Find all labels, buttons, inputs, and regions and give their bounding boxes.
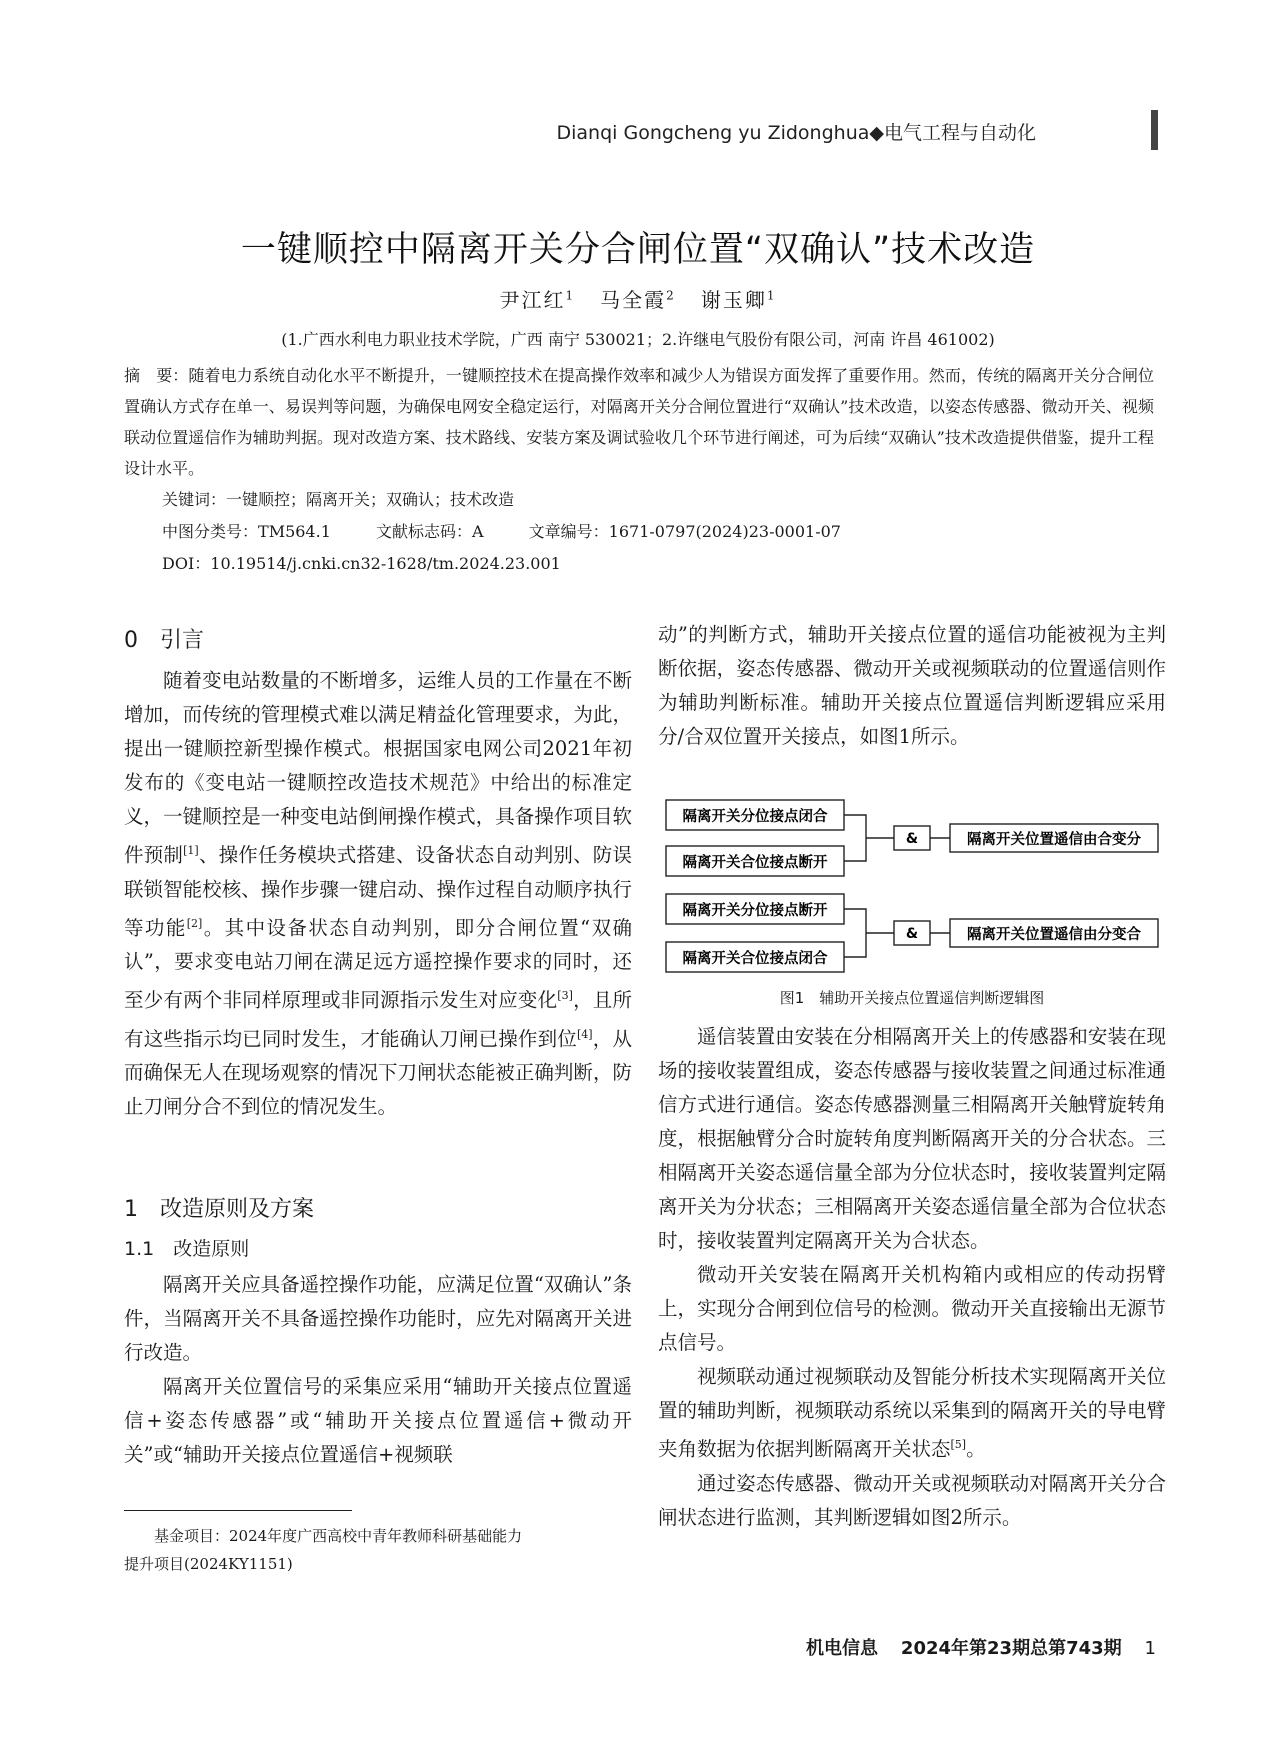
- text-span: 、操作任务模块式搭建、设备状态自动判别、防误联锁智能校核、操作步骤一键启动、操作过程自动顺序执行等功能: [124, 843, 632, 939]
- classification-line: [162, 516, 841, 547]
- connector-line: [844, 909, 866, 957]
- citation: [5]: [950, 1438, 967, 1451]
- running-head: Dianqi Gongcheng yu Zidonghua◆电气工程与自动化: [556, 122, 1036, 144]
- text-span: 。其中设备状态自动判别，即分合闸位置“双确认”，要求变电站刀闸在满足远方遥控操作要求的同时，还至少有两个非同样原理或非同源指示发生对应变化: [124, 916, 632, 1012]
- paragraph: [124, 664, 632, 1124]
- author-name: 谢玉卿: [700, 288, 767, 312]
- paragraph: 隔离开关位置信号的采集应采用“辅助开关接点位置遥信+姿态传感器”或“辅助开关接点位置遥信+微动开关”或“辅助开关接点位置遥信+视频联: [124, 1375, 632, 1466]
- page-number: 1: [1144, 1638, 1156, 1659]
- keywords: [162, 484, 514, 515]
- text-span: 视频联动通过视频联动及智能分析技术实现隔离开关位置的辅助判断，视频联动系统以采集到的隔离开关的导电臂夹角数据为依据判断隔离开关状态: [658, 1365, 1166, 1461]
- connector-line: [844, 815, 866, 861]
- logic-input-label: 隔离开关合位接点闭合: [682, 951, 828, 967]
- author-name: 马全霞: [600, 288, 667, 312]
- doc-code-value: A: [471, 522, 484, 541]
- figure-1-logic-diagram: [658, 790, 1166, 980]
- abstract-label: 摘 要：: [124, 366, 189, 385]
- and-gate-symbol: &: [905, 831, 919, 847]
- footnote: [124, 1522, 644, 1578]
- page-footer: [806, 1634, 1156, 1660]
- footnote-rule: [124, 1510, 352, 1511]
- paragraph: 遥信装置由安装在分相隔离开关上的传感器和安装在现场的接收装置组成，姿态传感器与接收装置之间通过标准通信方式进行通信。姿态传感器测量三相隔离开关触臂旋转角度，根据触臂分合时旋转角度判断隔离开关的分合状态。三相隔离开关姿态遥信量全部为分位状态时，接收装置判定隔离开关为分状态；三相隔离开关姿态遥信量全部为合位状态时，接收装置判定隔离开关为合状态。: [658, 1025, 1166, 1252]
- header-bar: [1151, 110, 1158, 150]
- issue-info: 2024年第23期总第743期: [900, 1638, 1122, 1659]
- abstract: [124, 360, 1154, 484]
- keywords-label: 关键词：: [162, 490, 227, 509]
- article-no-label: 文章编号：: [528, 522, 609, 541]
- paragraph: 通过姿态传感器、微动开关或视频联动对隔离开关分合闸状态进行监测，其判断逻辑如图2所示。: [658, 1471, 1166, 1529]
- doi: DOI：10.19514/j.cnki.cn32-1628/tm.2024.23.001: [162, 554, 561, 573]
- citation: [3]: [557, 989, 573, 1002]
- citation: [2]: [186, 916, 203, 930]
- logic-input-label: 隔离开关分位接点断开: [682, 903, 828, 919]
- author-list: [0, 284, 1276, 313]
- right-column-body: [658, 1020, 1166, 1535]
- abstract-text: 随着电力系统自动化水平不断提升，一键顺控技术在提高操作效率和减少人为错误方面发挥了重要作用。然而，传统的隔离开关分合闸位置确认方式存在单一、易误判等问题，为确保电网安全稳定运行，对隔离开关分合闸位置进行“双确认”技术改造，以姿态传感器、微动开关、视频联动位置遥信作为辅助判据。现对改造方案、技术路线、安装方案及调试验收几个环节进行阐述，可为后续“双确认”技术改造提供借鉴，提升工程设计水平。: [124, 366, 1154, 478]
- paragraph: 动”的判断方式，辅助开关接点位置的遥信功能被视为主判断依据，姿态传感器、微动开关或视频联动的位置遥信则作为辅助判断标准。辅助开关接点位置遥信判断逻辑应采用分/合双位置开关接点，如图1所示。: [658, 623, 1166, 748]
- author-name: 尹江红: [499, 288, 566, 312]
- subsection-heading-principle: 1.1 改造原则: [124, 1238, 250, 1260]
- paragraph: [658, 1360, 1166, 1467]
- page-title: 一键顺控中隔离开关分合闸位置“双确认”技术改造: [240, 230, 1036, 270]
- citation: [4]: [577, 1027, 593, 1041]
- logic-input-label: 隔离开关分位接点闭合: [682, 809, 828, 825]
- affiliations: (1.广西水利电力职业技术学院，广西 南宁 530021；2.许继电气股份有限公司，河南 许昌 461002): [281, 330, 995, 349]
- text-span: ，从而确保无人在现场观察的情况下刀闸状态能被正确判断，防止刀闸分合不到位的情况发生。: [124, 1027, 632, 1118]
- section-heading-plan: 1 改造原则及方案: [124, 1197, 314, 1222]
- journal-name: 机电信息: [806, 1638, 879, 1659]
- logic-output-label: 隔离开关位置遥信由合变分: [967, 832, 1141, 848]
- article-no-value: 1671-0797(2024)23-0001-07: [608, 522, 841, 541]
- clc-label: 中图分类号：: [162, 522, 259, 541]
- footnote-line: 提升项目(2024KY1151): [124, 1555, 293, 1573]
- doc-code-label: 文献标志码：: [375, 522, 472, 541]
- intro-body: [124, 664, 632, 1124]
- logic-input-label: 隔离开关合位接点断开: [682, 855, 828, 871]
- and-gate-symbol: &: [905, 926, 919, 942]
- author-affil: 1: [565, 288, 576, 303]
- section-heading-intro: 0 引言: [124, 628, 204, 653]
- figure-caption: 图1 辅助开关接点位置遥信判断逻辑图: [779, 989, 1045, 1007]
- author-affil: 1: [766, 288, 777, 303]
- keywords-text: 一键顺控；隔离开关；双确认；技术改造: [226, 490, 515, 509]
- text-span: 随着变电站数量的不断增多，运维人员的工作量在不断增加，而传统的管理模式难以满足精益化管理要求，为此，提出一键顺控新型操作模式。根据国家电网公司2021年初发布的《变电站一键顺控改造技术规范》中给出的标准定义，一键顺控是一种变电站倒闸操作模式，具备操作项目软件预制: [124, 669, 632, 867]
- author-affil: 2: [666, 288, 676, 303]
- text-span: ，且所有这些指示均已同时发生，才能确认刀闸已操作到位: [124, 988, 632, 1050]
- logic-output-label: 隔离开关位置遥信由分变合: [967, 927, 1141, 943]
- right-column-top: [658, 618, 1166, 754]
- citation: [1]: [183, 844, 199, 857]
- footnote-line: 基金项目：2024年度广西高校中青年教师科研基础能力: [154, 1527, 523, 1545]
- paragraph: 隔离开关应具备遥控操作功能，应满足位置“双确认”条件，当隔离开关不具备遥控操作功能时，应先对隔离开关进行改造。: [124, 1273, 632, 1364]
- text-span: 。: [966, 1437, 986, 1461]
- principle-body: [124, 1268, 632, 1472]
- clc-value: TM564.1: [258, 522, 331, 541]
- paragraph: 微动开关安装在隔离开关机构箱内或相应的传动拐臂上，实现分合闸到位信号的检测。微动开关直接输出无源节点信号。: [658, 1263, 1166, 1354]
